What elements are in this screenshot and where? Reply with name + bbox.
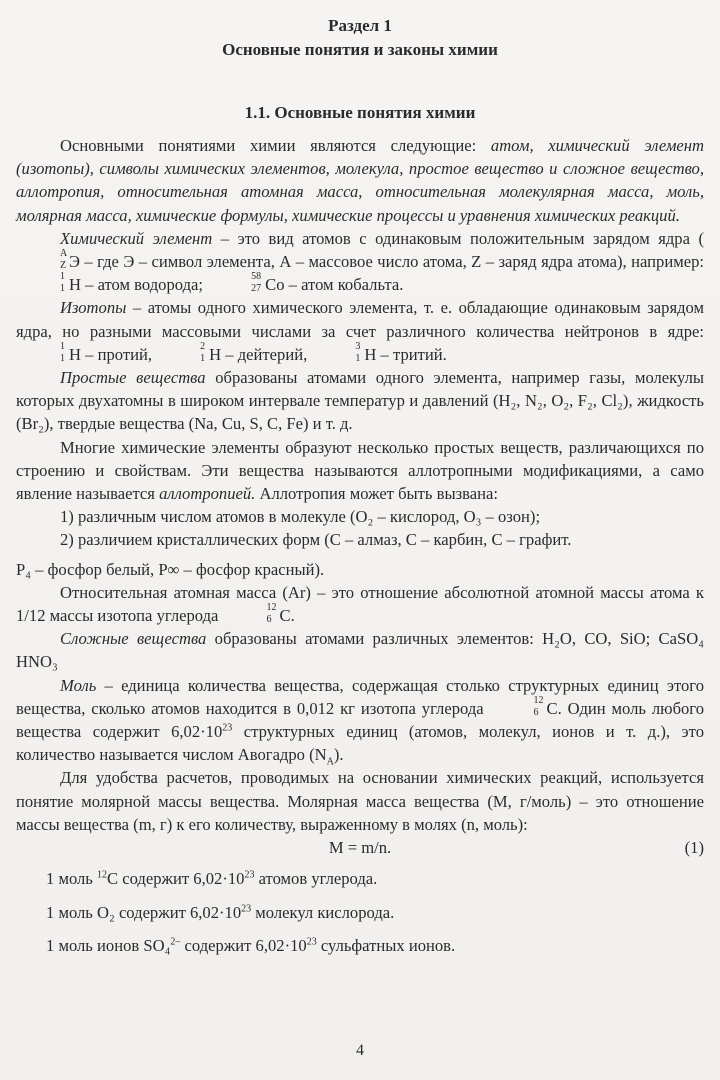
nuclide-deuterium	[156, 340, 222, 366]
example-text: атомов углерода.	[254, 869, 378, 889]
nuclide-charge: 27	[251, 283, 262, 295]
formula: M = m/n.	[328, 838, 392, 858]
nuclide-symbol: Co	[265, 275, 285, 295]
nuclide-mass: 12	[533, 694, 544, 706]
subsection-title: 1.1. Основные понятия химии	[244, 103, 476, 122]
element-text: – где Э – символ элемента, А – массовое число атома, Z – заряд ядра атома), например:	[79, 252, 704, 272]
section-title: Основные понятия и законы химии	[222, 40, 498, 59]
nuclide-cobalt	[207, 273, 284, 296]
page-number: 4	[356, 1042, 364, 1059]
molar-mass-paragraph: Для удобства расчетов, проводимых на основании химических реакций, используется понятие молярной массы вещества. Молярная масса вещества (M, г/моль) – это отношение массы вещества (m, г) к его количеству, выраженному в молях (n, моль):	[16, 768, 704, 834]
allotropy-text: Многие химические элементы образуют несколько простых веществ, различающихся по строению и свойствам. Эти вещества называются аллотропными модификациями, а само явление называется	[16, 437, 704, 504]
simple-substances-paragraph	[16, 366, 704, 436]
isotopes-text: – протий,	[80, 344, 157, 364]
section-label: Раздел 1	[328, 16, 392, 35]
isotopes-paragraph	[16, 296, 704, 366]
allotropy-item-2: 2) различием кристаллических форм (С – алмаз, С – карбин, С – графит.	[60, 530, 572, 550]
nuclide-charge: 1	[60, 283, 65, 295]
mole-text: ).	[333, 745, 344, 765]
nuclide-symbol: H	[209, 344, 222, 364]
nuclide-mass: 1	[60, 271, 65, 283]
example-text: сульфатных ионов.	[316, 935, 456, 955]
allotropy-paragraph	[16, 436, 704, 506]
isotopes-text: – дейтерий,	[221, 344, 312, 364]
superscript: 12	[97, 869, 108, 881]
nuclide-symbol: C	[279, 606, 291, 626]
element-text: – атом кобальта.	[284, 275, 404, 295]
nuclide-mass: 12	[266, 602, 277, 614]
nuclide-charge: 6	[266, 614, 272, 626]
exponent: 23	[306, 936, 317, 948]
nuclide-mass: 1	[60, 340, 65, 352]
example-text: содержит 6,02·10	[180, 935, 307, 955]
exponent: 23	[222, 722, 233, 734]
allotropy-text: Аллотропия может быть вызвана:	[255, 484, 499, 504]
element-text: – это вид атомов с одинаковым положительным зарядом ядра (	[212, 228, 704, 248]
mole-text: – единица количества вещества, содержащая столько структурных единиц этого вещества, сколько атомов находится в 0,012 кг изотопа углерода	[16, 675, 704, 718]
element-text: – атом водорода;	[80, 275, 208, 295]
nuclide-mass: A	[60, 248, 68, 260]
nuclide-mass: 58	[251, 271, 262, 283]
allotropy-item-1: 1) различным числом атомов в молекуле (O₂ – кислород, O₃ – озон);	[60, 507, 541, 527]
simple-text: образованы атомами одного элемента, например газы, молекулы которых двухатомны в широком интервале температур и давлений (H₂, N₂, O₂, F₂, Cl₂), жидкость (Br₂), твердые вещества (Na, Cu, S, C, Fe) и т. д.	[16, 368, 704, 434]
complex-term: Сложные вещества	[60, 629, 207, 649]
relative-mass-paragraph	[16, 581, 704, 627]
allotropy-item-3: P₄ – фосфор белый, P∞ – фосфор красный).	[16, 559, 325, 579]
allotropy-term: аллотропией.	[159, 484, 256, 504]
nuclide-protium	[16, 340, 81, 366]
nuclide-carbon	[490, 694, 558, 720]
mole-text: . Один моль любого вещества содержит 6,02·10	[16, 698, 704, 742]
nuclide-charge: 1	[200, 352, 206, 364]
isotopes-text: – атомы одного химического элемента, т. е. обладающие одинаковым зарядом ядра, но разными массовыми числами за счет различного количества нейтронов в ядре:	[16, 298, 704, 341]
nuclide-carbon	[223, 604, 291, 627]
nuclide-charge: 1	[355, 352, 361, 364]
isotopes-text: – тритий.	[376, 344, 447, 364]
relmass-text: .	[290, 606, 295, 626]
element-paragraph	[16, 227, 704, 297]
exponent: 23	[241, 902, 252, 914]
mole-paragraph	[16, 674, 704, 767]
example-text: C содержит 6,02·10	[107, 869, 245, 889]
nuclide-symbol: H	[69, 275, 81, 295]
relmass-text: Относительная атомная масса (Ar) – это отношение абсолютной атомной массы атома к 1/12 массы изотопа углерода	[16, 582, 704, 626]
element-term: Химический элемент	[60, 228, 213, 248]
intro-lead: Основными понятиями химии являются следующие:	[60, 136, 491, 155]
example-text: молекул кислорода.	[251, 902, 395, 922]
nuclide-charge: 6	[533, 706, 539, 718]
nuclide-charge: Z	[60, 260, 67, 272]
intro-paragraph	[16, 134, 704, 227]
isotopes-term: Изотопы	[60, 298, 127, 318]
nuclide-mass: 3	[355, 340, 361, 352]
mole-text: структурных единиц (атомов, молекул, ионов и т. д.), это количество называется числом Авогадро (N	[16, 722, 704, 765]
nuclide-hydrogen	[16, 273, 81, 296]
example-text: 1 моль O₂ содержит 6,02·10	[46, 902, 242, 922]
superscript: 2–	[170, 936, 181, 948]
example-text: 1 моль	[46, 869, 98, 889]
nuclide-symbol: Э	[69, 252, 80, 272]
subscript: A	[326, 756, 334, 768]
complex-substances-paragraph	[16, 627, 704, 673]
formula-line	[16, 836, 704, 859]
nuclide-symbol: C	[546, 698, 558, 718]
nuclide-mass: 2	[200, 340, 206, 352]
example-text: 1 моль ионов SO₄	[46, 935, 171, 955]
example-line-1	[16, 867, 704, 890]
nuclide-charge: 1	[60, 352, 65, 364]
complex-text: образованы атомами различных элементов: H₂O, CO, SiO; CaSO₄ HNO₃	[16, 629, 704, 672]
example-line-3	[16, 934, 704, 957]
simple-term: Простые вещества	[60, 368, 206, 388]
formula-number: (1)	[684, 838, 704, 858]
nuclide-symbol: H	[69, 344, 81, 364]
intro-italic-list: атом, химический элемент (изотопы), символы химических элементов, молекула, простое вещество и сложное вещество, аллотропия, относительная атомная масса, относительная молекулярная масса, моль, молярная масса, химические формулы, химические процессы и уравнения химических реакций.	[16, 136, 704, 225]
mole-term: Моль	[60, 675, 97, 695]
example-line-2	[16, 901, 704, 924]
exponent: 23	[244, 869, 255, 881]
nuclide-tritium	[311, 340, 377, 366]
nuclide-symbol: H	[364, 344, 377, 364]
